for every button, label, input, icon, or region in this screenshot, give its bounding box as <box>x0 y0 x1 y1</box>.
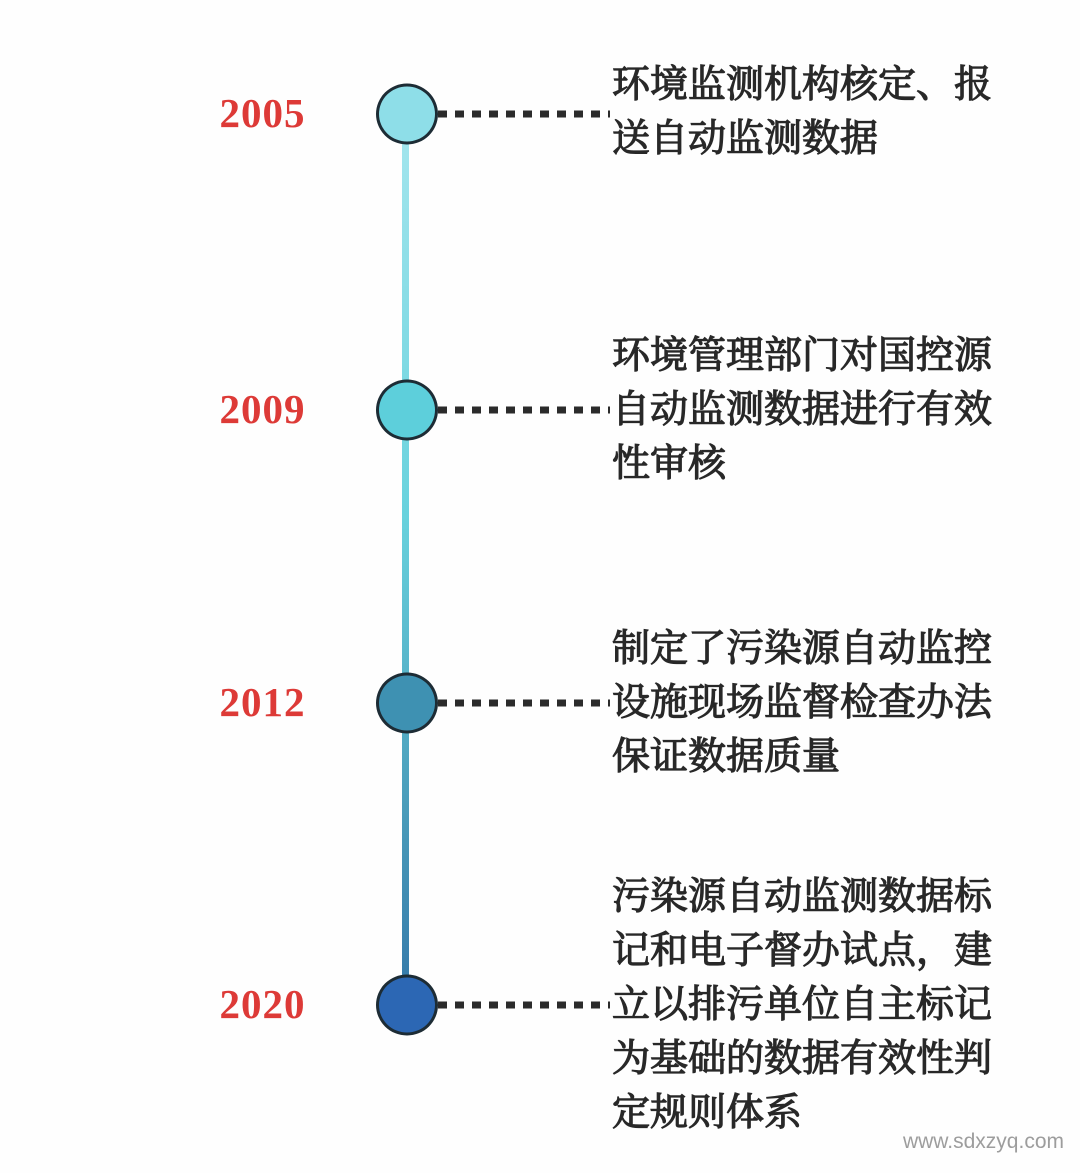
timeline-dot <box>376 380 438 441</box>
year-label: 2012 <box>219 679 306 726</box>
timeline-dot <box>376 673 438 734</box>
timeline-dot <box>376 975 438 1036</box>
dotted-connector <box>438 700 610 707</box>
dotted-connector <box>438 1002 610 1009</box>
timeline-spine <box>402 114 409 1005</box>
event-description: 环境监测机构核定、报送自动监测数据 <box>612 64 993 160</box>
event-description: 环境管理部门对国控源自动监测数据进行有效性审核 <box>612 335 993 485</box>
year-label: 2009 <box>219 386 306 433</box>
dotted-connector <box>438 407 610 414</box>
event-description: 污染源自动监测数据标记和电子督办试点，建立以排污单位自主标记为基础的数据有效性判定规则体系 <box>612 876 993 1134</box>
year-label: 2020 <box>219 981 306 1028</box>
dotted-connector <box>438 111 610 118</box>
watermark-text: www.sdxzyq.com <box>902 1130 1064 1153</box>
year-label: 2005 <box>219 90 306 137</box>
event-description: 制定了污染源自动监控设施现场监督检查办法保证数据质量 <box>612 628 993 778</box>
timeline-dot <box>376 84 438 145</box>
